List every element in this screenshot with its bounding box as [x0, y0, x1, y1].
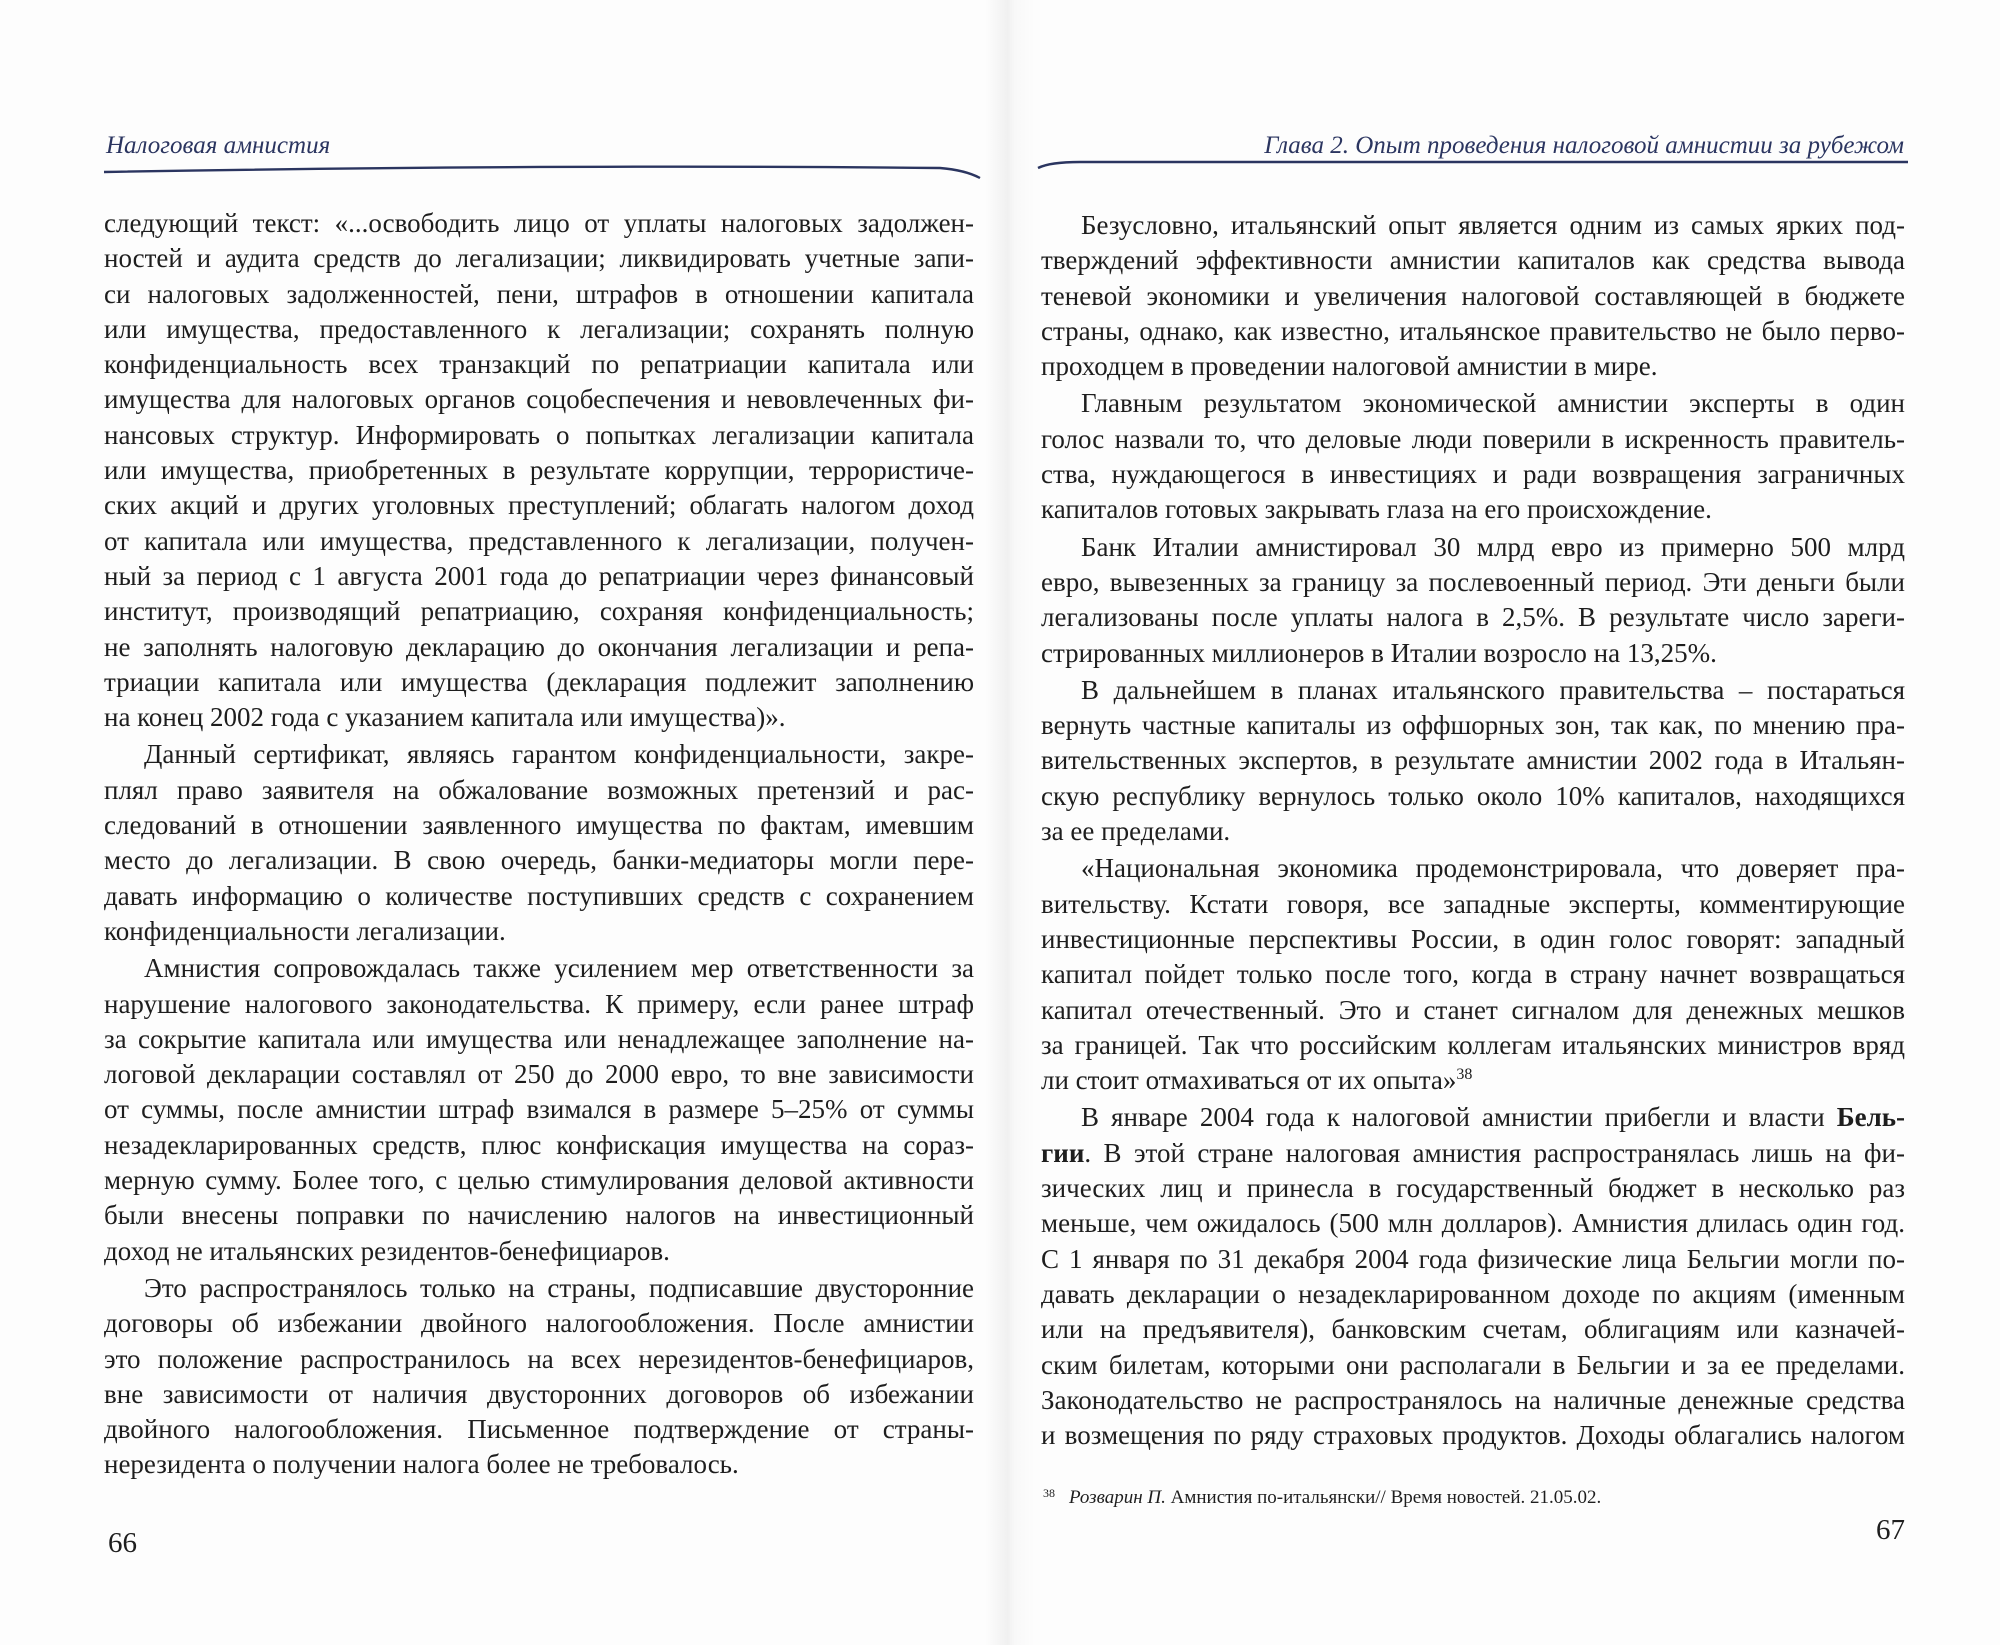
text-line — [1041, 636, 1905, 671]
line-text: давать декларации о незадекларированном доходе по акциям (именным — [1041, 1278, 1905, 1309]
text-line — [104, 488, 974, 523]
line-text: ских акций и других уголовных преступлений; облагать налогом доход — [104, 490, 974, 521]
line-text: капитал отечественный. Это и станет сигналом для денежных мешков — [1041, 994, 1905, 1025]
text-line — [104, 843, 974, 878]
text-line — [1041, 673, 1905, 708]
line-text: ским билетам, которыми они располагали в Бельгии и за ее пределами. — [1041, 1349, 1905, 1380]
line-text: конфиденциальности легализации. — [104, 915, 506, 946]
line-text: В январе 2004 года к налоговой амнистии прибегли и власти — [1081, 1102, 1837, 1133]
line-text: капиталов готовых закрывать глаза на его происхождение. — [1041, 494, 1712, 525]
text-line — [1041, 1136, 1905, 1171]
line-text: от суммы, после амнистии штраф взимался в размере 5–25% от суммы — [104, 1094, 974, 1125]
line-text: «Национальная экономика продемонстрировала, что доверяет пра- — [1081, 853, 1905, 884]
line-text: место до легализации. В свою очередь, банки-медиаторы могли пере- — [104, 845, 974, 876]
line-text: стрированных миллионеров в Италии возросло на 13,25%. — [1041, 637, 1717, 668]
text-line — [104, 1022, 974, 1057]
text-line — [1041, 314, 1905, 349]
line-text: С 1 января по 31 декабря 2004 года физические лица Бельгии могли по- — [1041, 1243, 1905, 1274]
line-text: не заполнять налоговую декларацию до окончания легализации и репа- — [104, 631, 974, 662]
page-number-left: 66 — [108, 1527, 137, 1559]
text-line — [1041, 1312, 1905, 1347]
text-line — [104, 1057, 974, 1092]
text-line — [104, 559, 974, 594]
text-line — [1041, 1206, 1905, 1241]
text-line — [104, 594, 974, 629]
line-text: . В этой стране налоговая амнистия распространялась лишь на фи- — [1084, 1137, 1905, 1168]
line-text: или имущества, приобретенных в результате коррупции, террористиче- — [104, 455, 974, 486]
text-line — [104, 1271, 974, 1306]
line-text: плял право заявителя на обжалование возможных претензий и рас- — [104, 774, 974, 805]
line-text: си налоговых задолженностей, пени, штрафов в отношении капитала — [104, 278, 974, 309]
right-running-head: Глава 2. Опыт проведения налоговой амнистии за рубежом — [1264, 132, 1904, 159]
line-text: страны, однако, как известно, итальянское правительство не было перво- — [1041, 315, 1905, 346]
line-text: договоры об избежании двойного налогообложения. После амнистии — [104, 1308, 974, 1339]
line-text: доход не итальянских резидентов-бенефициаров. — [104, 1235, 670, 1266]
text-line — [1041, 565, 1905, 600]
left-header-rule — [104, 167, 980, 178]
line-text: тверждений эффективности амнистии капиталов как средства вывода — [1041, 245, 1905, 276]
text-line — [104, 1092, 974, 1127]
text-line — [104, 206, 974, 241]
text-line — [1041, 1242, 1905, 1277]
line-text: ностей и аудита средств до легализации; ликвидировать учетные запи- — [104, 243, 974, 274]
left-running-head: Налоговая амнистия — [106, 132, 331, 159]
line-text: на конец 2002 года с указанием капитала или имущества)». — [104, 702, 786, 733]
bold-term: Бель- — [1836, 1102, 1905, 1133]
text-line — [104, 808, 974, 843]
line-text: скую республику вернулось только около 10% капиталов, находящихся — [1041, 780, 1905, 811]
line-text: были внесены поправки по начислению налогов на инвестиционный — [104, 1200, 974, 1231]
line-text: двойного налогообложения. Письменное подтверждение от страны- — [104, 1414, 974, 1445]
text-line — [1041, 243, 1905, 278]
line-text: голос назвали то, что деловые люди поверили в искренность правитель- — [1041, 423, 1905, 454]
text-line — [104, 630, 974, 665]
text-line — [104, 987, 974, 1022]
line-text: зических лиц и принесла в государственный бюджет в несколько раз — [1041, 1173, 1905, 1204]
line-text: Банк Италии амнистировал 30 млрд евро из примерно 500 млрд — [1081, 531, 1905, 562]
text-line — [104, 1342, 974, 1377]
line-text: от капитала или имущества, представленного к легализации, получен- — [104, 525, 974, 556]
text-line — [1041, 349, 1905, 384]
line-text: Безусловно, итальянский опыт является одним из самых ярких под- — [1081, 210, 1905, 240]
text-line — [1041, 779, 1905, 814]
text-line — [104, 773, 974, 808]
text-line — [1041, 1171, 1905, 1206]
text-line — [104, 1306, 974, 1341]
text-line — [104, 737, 974, 772]
text-line — [1041, 457, 1905, 492]
text-line — [1041, 530, 1905, 565]
line-text: следующий текст: «...освободить лицо от уплаты налоговых задолжен- — [104, 208, 974, 238]
text-line — [104, 1447, 974, 1482]
text-line — [104, 1128, 974, 1163]
text-line — [1041, 814, 1905, 849]
footnote-text: Амнистия по-итальянски// Время новостей. 21.05.02. — [1165, 1487, 1602, 1508]
line-text: теневой экономики и увеличения налоговой составляющей в бюджете — [1041, 280, 1905, 311]
line-text: мерную сумму. Более того, с целью стимулирования деловой активности — [104, 1165, 974, 1196]
line-text: нарушение налогового законодательства. К примеру, если ранее штраф — [104, 988, 974, 1019]
line-text: следований в отношении заявленного имущества по фактам, имевшим — [104, 810, 974, 841]
text-line — [1041, 422, 1905, 457]
line-text: незадекларированных средств, плюс конфискация имущества на сораз- — [104, 1129, 974, 1160]
line-text: за сокрытие капитала или имущества или ненадлежащее заполнение на- — [104, 1023, 974, 1054]
line-text: капитал пойдет только после того, когда в страну начнет возвращаться — [1041, 959, 1905, 990]
line-text: евро, вывезенных за границу за послевоенный период. Эти деньги были — [1041, 566, 1905, 597]
text-line — [1041, 957, 1905, 992]
line-text: ства, нуждающегося в инвестициях и ради возвращения заграничных — [1041, 459, 1905, 490]
text-line — [1041, 279, 1905, 314]
text-line — [1041, 386, 1905, 421]
text-line — [104, 312, 974, 347]
line-text: имущества для налоговых органов соцобеспечения и невовлеченных фи- — [104, 384, 974, 415]
text-line — [104, 1234, 974, 1269]
line-text: логовой декларации составлял от 250 до 2000 евро, то вне зависимости — [104, 1059, 974, 1090]
text-line — [104, 524, 974, 559]
line-text: вительству. Кстати говоря, все западные эксперты, комментирующие — [1041, 888, 1905, 919]
line-text: это положение распространилось на всех нерезидентов-бенефициаров, — [104, 1343, 974, 1374]
line-text: за ее пределами. — [1041, 816, 1231, 847]
footnote — [1043, 1486, 1601, 1509]
text-line — [1041, 208, 1905, 243]
line-text: нерезидента о получении налога более не требовалось. — [104, 1449, 739, 1480]
text-line — [104, 382, 974, 417]
line-text: триации капитала или имущества (декларация подлежит заполнению — [104, 666, 974, 697]
bold-term: гии — [1041, 1137, 1085, 1168]
text-line — [1041, 1348, 1905, 1383]
text-line — [1041, 1277, 1905, 1312]
text-line — [104, 277, 974, 312]
text-line — [104, 879, 974, 914]
text-line — [1041, 887, 1905, 922]
line-text: за границей. Так что российским коллегам итальянских министров вряд — [1041, 1029, 1905, 1060]
line-text: Данный сертификат, являясь гарантом конфиденциальности, закре- — [144, 739, 974, 770]
line-text: давать информацию о количестве поступивших средств с сохранением — [104, 880, 974, 911]
text-line — [1041, 1028, 1905, 1063]
text-line — [1041, 993, 1905, 1028]
right-page-body — [1041, 206, 1905, 1453]
footnote-number: 38 — [1043, 1486, 1055, 1500]
text-line — [1041, 1383, 1905, 1418]
line-text: ный за период с 1 августа 2001 года до репатриации через финансовый — [104, 560, 974, 591]
line-text: Это распространялось только на страны, подписавшие двусторонние — [144, 1272, 974, 1303]
line-text: проходцем в проведении налоговой амнистии в мире. — [1041, 351, 1658, 382]
footnote-reference: 38 — [1456, 1066, 1473, 1084]
text-line — [104, 700, 974, 735]
text-line — [104, 347, 974, 382]
text-line — [1041, 708, 1905, 743]
line-text: институт, производящий репатриацию, сохраняя конфиденциальность; — [104, 596, 974, 627]
text-line — [104, 914, 974, 949]
line-text: и возмещения по ряду страховых продуктов. Доходы облагались налогом — [1041, 1420, 1905, 1451]
line-text: меньше, чем ожидалось (500 млн долларов). Амнистия длилась один год. — [1041, 1208, 1905, 1239]
text-line — [104, 1412, 974, 1447]
text-line — [104, 453, 974, 488]
line-text: Законодательство не распространялось на наличные денежные средства — [1041, 1384, 1905, 1415]
line-text: или на предъявителя), банковским счетам, облигациям или казначей- — [1041, 1314, 1905, 1345]
text-line — [1041, 851, 1905, 886]
right-header-rule — [1038, 162, 1908, 169]
text-line — [1041, 922, 1905, 957]
line-text: инвестиционные перспективы России, в один голос говорят: западный — [1041, 923, 1905, 954]
text-line — [104, 418, 974, 453]
line-text: вне зависимости от наличия двусторонних договоров об избежании — [104, 1378, 974, 1409]
text-line — [1041, 1063, 1905, 1098]
left-page-body — [104, 206, 974, 1483]
text-line — [104, 1198, 974, 1233]
text-line — [1041, 600, 1905, 635]
text-line — [104, 951, 974, 986]
text-line — [104, 1163, 974, 1198]
header-rules — [0, 0, 2000, 200]
line-text: нансовых структур. Информировать о попытках легализации капитала — [104, 419, 974, 450]
text-line — [1041, 1100, 1905, 1135]
footnote-author: Розварин П. — [1069, 1487, 1166, 1508]
line-text: Главным результатом экономической амнистии эксперты в один — [1081, 388, 1905, 419]
text-line — [104, 1377, 974, 1412]
book-gutter-shadow — [985, 0, 1035, 1645]
page-number-right: 67 — [1876, 1514, 1905, 1546]
text-line — [1041, 743, 1905, 778]
text-line — [1041, 1418, 1905, 1453]
line-text: или имущества, предоставленного к легализации; сохранять полную — [104, 313, 974, 344]
line-text: вительственных экспертов, в результате амнистии 2002 года в Итальян- — [1041, 745, 1905, 776]
line-text: В дальнейшем в планах итальянского правительства – постараться — [1081, 674, 1905, 705]
text-line — [104, 665, 974, 700]
text-line — [1041, 492, 1905, 527]
line-text: Амнистия сопровождалась также усилением мер ответственности за — [144, 953, 974, 984]
line-text: конфиденциальность всех транзакций по репатриации капитала или — [104, 349, 974, 380]
line-text: легализованы после уплаты налога в 2,5%. В результате число зареги- — [1041, 602, 1905, 633]
line-text: ли стоит отмахиваться от их опыта» — [1041, 1065, 1457, 1096]
line-text: вернуть частные капиталы из оффшорных зон, так как, по мнению пра- — [1041, 710, 1905, 741]
text-line — [104, 241, 974, 276]
